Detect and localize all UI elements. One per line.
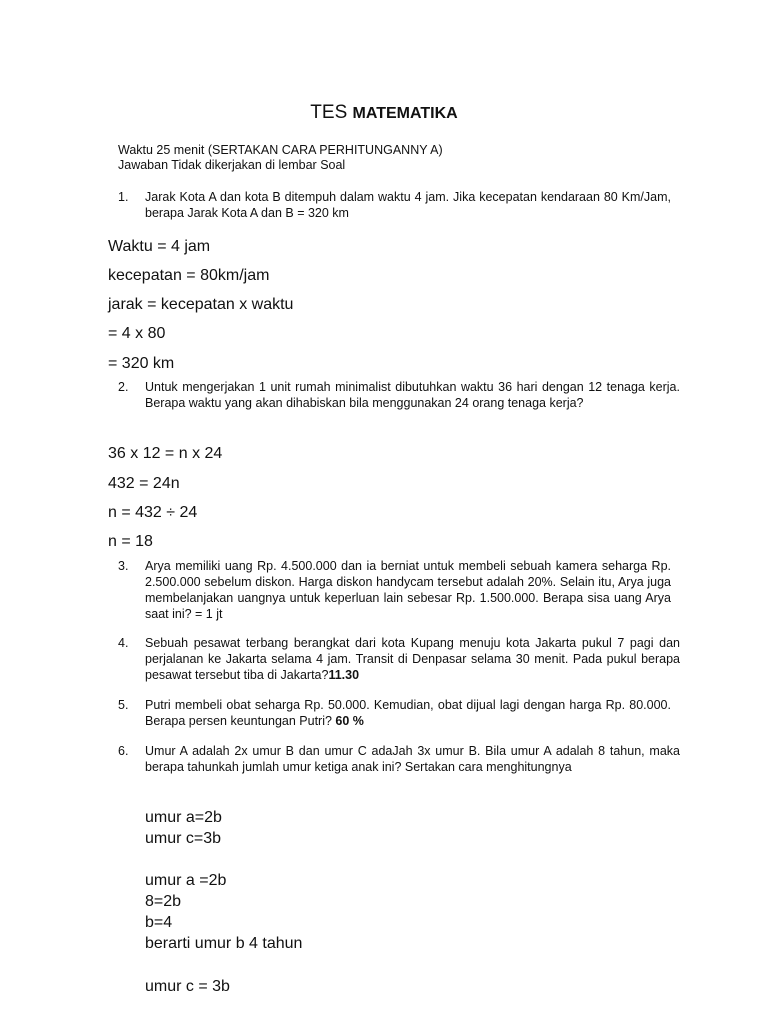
work-6-line-7: umur c = 3b (145, 978, 230, 995)
work-2-line-1: 36 x 12 = n x 24 (108, 445, 223, 462)
work-1-line-3: jarak = kecepatan x waktu (108, 296, 294, 313)
question-5-answer: 60 % (335, 714, 364, 728)
work-2-line-3: n = 432 ÷ 24 (108, 504, 198, 521)
work-6-line-4: 8=2b (145, 893, 182, 910)
instruction-time: Waktu 25 menit (SERTAKAN CARA PERHITUNGANNY A) (118, 143, 443, 157)
question-1-number: 1. (118, 190, 129, 204)
question-2-text (145, 379, 680, 411)
question-6-number: 6. (118, 744, 129, 758)
question-4-body: Sebuah pesawat terbang berangkat dari kota Kupang menuju kota Jakarta pukul 7 pagi dan perjalanan ke Jakarta selama 4 jam. Transit di Denpasar selama 30 menit. Pada pukul berapa pesawat tersebut tiba di Jakarta? (145, 636, 680, 682)
question-1-text (145, 189, 671, 221)
page-title (0, 101, 768, 126)
question-4-answer: 11.30 (328, 668, 360, 682)
question-3-body: Arya memiliki uang Rp. 4.500.000 dan ia berniat untuk membeli sebuah kamera seharga Rp. 2.500.000 sebelum diskon. Harga diskon handycam tersebut adalah 20%. Selain itu, Arya juga membelanjakan uangnya untuk keperluan lain sebesar Rp. 1.500.000. Berapa sisa uang Arya saat ini? = 1 jt (145, 559, 671, 621)
question-2-number: 2. (118, 380, 129, 394)
question-5-number: 5. (118, 698, 129, 712)
work-6-line-3: umur a =2b (145, 872, 227, 889)
title-main: MATEMATIKA (352, 105, 458, 122)
work-6-line-5: b=4 (145, 914, 173, 931)
title-prefix: TES (310, 102, 348, 123)
work-1-line-5: = 320 km (108, 355, 175, 372)
work-2-line-2: 432 = 24n (108, 475, 180, 492)
work-2-line-4: n = 18 (108, 533, 153, 550)
question-4-text (145, 635, 680, 683)
work-1-line-4: = 4 x 80 (108, 325, 166, 342)
question-6-text (145, 743, 680, 775)
instruction-answer-location: Jawaban Tidak dikerjakan di lembar Soal (118, 158, 346, 172)
question-5-body: Putri membeli obat seharga Rp. 50.000. Kemudian, obat dijual lagi dengan harga Rp. 80.000. Berapa persen keuntungan Putri? (145, 698, 671, 728)
question-3-text (145, 558, 671, 622)
work-1-line-1: Waktu = 4 jam (108, 238, 211, 255)
question-3-number: 3. (118, 559, 129, 573)
work-6-line-1: umur a=2b (145, 809, 222, 826)
question-4-number: 4. (118, 636, 129, 650)
question-1-body: Jarak Kota A dan kota B ditempuh dalam waktu 4 jam. Jika kecepatan kendaraan 80 Km/Jam, berapa Jarak Kota A dan B = 320 km (145, 190, 671, 220)
work-6-line-6: berarti umur b 4 tahun (145, 935, 303, 952)
question-5-text (145, 697, 671, 729)
work-1-line-2: kecepatan = 80km/jam (108, 267, 270, 284)
work-6-line-2: umur c=3b (145, 830, 222, 847)
question-2-body: Untuk mengerjakan 1 unit rumah minimalist dibutuhkan waktu 36 hari dengan 12 tenaga kerja. Berapa waktu yang akan dihabiskan bila menggunakan 24 orang tenaga kerja? (145, 380, 680, 410)
question-6-body: Umur A adalah 2x umur B dan umur C adaJah 3x umur B. Bila umur A adalah 8 tahun, maka berapa tahunkah jumlah umur ketiga anak ini? Sertakan cara menghitungnya (145, 744, 680, 774)
